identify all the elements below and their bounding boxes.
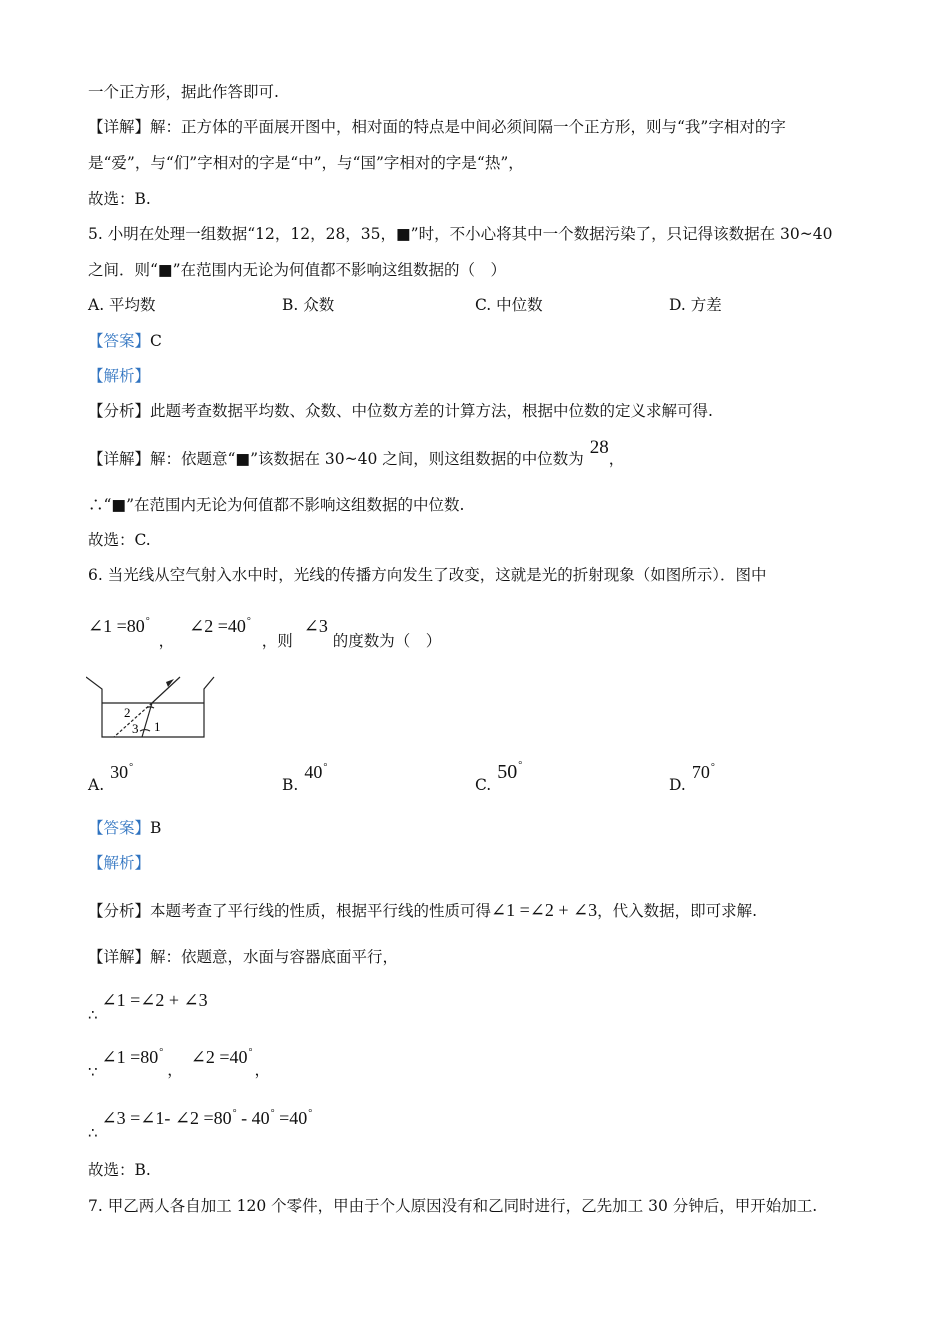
text-line: 【分析】此题考查数据平均数、众数、中位数方差的计算方法，根据中位数的定义求解可得. — [88, 402, 713, 420]
answer-label: 【答案】 — [88, 332, 151, 350]
median-value: 28 — [589, 437, 609, 458]
therefore-symbol: ∴ — [88, 1006, 98, 1024]
angle-arc — [140, 730, 150, 731]
question-5-stem: 5. 小明在处理一组数据“12，12，28，35，■”时，不小心将其中一个数据污染了，只记得该数据在 30~40 — [88, 225, 833, 243]
angle-label-2: 2 — [124, 705, 131, 720]
proof-step-3: ∴∠3 =∠1- ∠2 =80° - 40° =40° — [88, 1108, 313, 1142]
q6-option-d: D.70° — [669, 762, 715, 794]
text-line: 【详解】解：正方体的平面展开图中，相对面的特点是中间必须间隔一个正方形，则与“我”字相对的字 — [88, 118, 786, 136]
angle-label-3: 3 — [132, 721, 139, 736]
q5-option-b: B. 众数 — [282, 296, 335, 314]
answer-value: B — [150, 819, 162, 837]
text-line: 【详解】解：依题意“■”该数据在 30~40 之间，则这组数据的中位数为28， — [88, 437, 625, 468]
text-line: 故选：C. — [88, 531, 151, 549]
text-line: 【详解】解：依题意，水面与容器底面平行， — [88, 948, 399, 966]
text-line: 故选：B. — [88, 1161, 151, 1179]
q5-option-c: C. 中位数 — [475, 296, 543, 314]
q6-option-a: A.30° — [88, 762, 134, 794]
q5-option-a: A. 平均数 — [88, 296, 156, 314]
because-symbol: ∵ — [88, 1063, 98, 1081]
question-5-stem: 之间．则“■”在范围内无论为何值都不影响这组数据的（ ） — [88, 261, 506, 279]
proof-step-2: ∵∠1 =80°，∠2 =40°， — [88, 1047, 271, 1081]
question-6-stem: ∠1 =80° ， ∠2 =40° ，则 ∠3 的度数为（ ） — [88, 616, 442, 650]
therefore-symbol: ∴ — [88, 1124, 98, 1142]
refraction-diagram — [86, 675, 226, 741]
text-line: 【分析】本题考查了平行线的性质，根据平行线的性质可得∠1 =∠2 + ∠3，代入数据，即可求解. — [88, 900, 758, 920]
proof-step-1: ∴∠1 =∠2 + ∠3 — [88, 990, 208, 1024]
angle-label-1: 1 — [154, 719, 161, 734]
question-6-stem: 6. 当光线从空气射入水中时，光线的传播方向发生了改变，这就是光的折射现象（如图所示）．图中 — [88, 566, 767, 584]
question-7-stem: 7. 甲乙两人各自加工 120 个零件，甲由于个人原因没有和乙同时进行，乙先加工 30 分钟后，甲开始加工. — [88, 1197, 818, 1215]
q6-option-c: C.50° — [475, 760, 523, 794]
text-line: 一个正方形，据此作答即可. — [88, 83, 279, 101]
q6-option-b: B.40° — [282, 762, 328, 794]
analysis-label: 【解析】 — [88, 367, 151, 385]
answer-line — [88, 818, 161, 838]
answer-value: C — [150, 332, 162, 350]
answer-line — [88, 331, 162, 351]
incident-ray — [152, 677, 180, 703]
text-line: ∴“■”在范围内无论为何值都不影响这组数据的中位数. — [88, 496, 465, 514]
text-line: 是“爱”，与“们”字相对的字是“中”，与“国”字相对的字是“热”， — [88, 154, 524, 172]
text-line: 故选：B. — [88, 190, 151, 208]
q5-option-d: D. 方差 — [669, 296, 722, 314]
answer-label: 【答案】 — [88, 819, 151, 837]
analysis-label: 【解析】 — [88, 854, 151, 872]
